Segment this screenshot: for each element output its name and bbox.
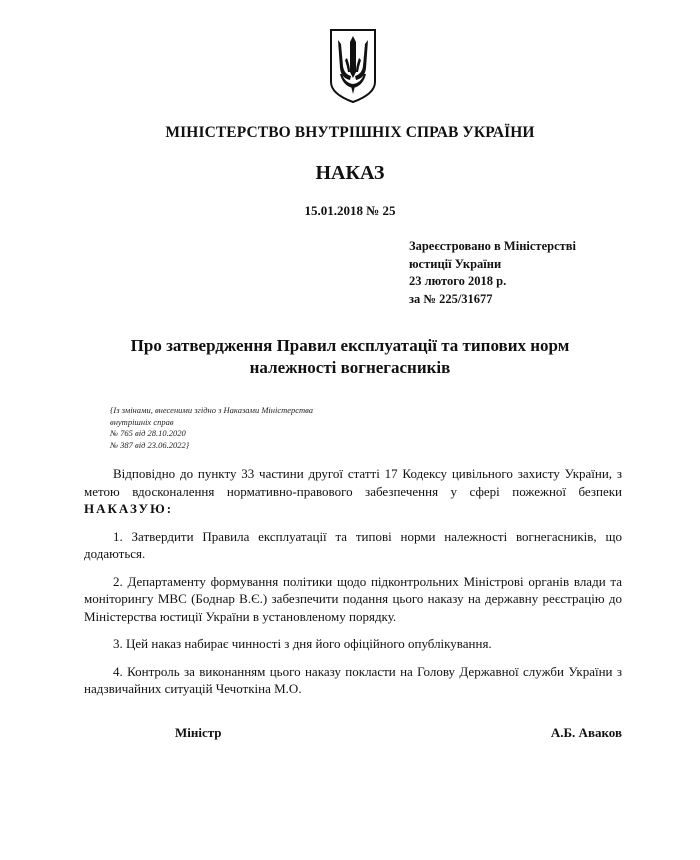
order-item-1: 1. Затвердити Правила експлуатації та типові норми належності вогнегасників, що додаються. xyxy=(84,528,622,561)
ministry-name: МІНІСТЕРСТВО ВНУТРІШНІХ СПРАВ УКРАЇНИ xyxy=(165,124,535,141)
document-type: НАКАЗ xyxy=(315,162,385,184)
registration-date: 23 лютого 2018 р. xyxy=(409,274,507,288)
signatory-position: Міністр xyxy=(175,725,222,740)
order-item-2: 2. Департаменту формування політики щодо підконтрольних Міністрові органів влади та моніторингу МВС (Боднар В.Є.) забезпечити подання цього наказу на державну реєстрацію до Міністерства юстиції України в установленому порядку. xyxy=(84,573,622,624)
amendments-line: внутрішніх справ xyxy=(110,416,174,427)
order-item-4: 4. Контроль за виконанням цього наказу покласти на Голову Державної служби України з надзвичайних ситуацій Чечоткіна М.О. xyxy=(84,663,622,696)
intro-paragraph xyxy=(84,465,622,518)
amendments-line: {Із змінами, внесеними згідно з Наказами Міністерства xyxy=(110,405,314,415)
title-line: належності вогнегасників xyxy=(249,358,451,377)
registration-number: за № 225/31677 xyxy=(409,291,493,306)
intro-text: Відповідно до пункту 33 частини другої статті 17 Кодексу цивільного захисту України, з метою вдосконалення нормативно-правового забезпечення у сфері пожежної безпеки xyxy=(84,466,622,499)
amendment-link[interactable]: № 765 від 28.10.2020 xyxy=(110,428,186,438)
title-line: Про затвердження Правил експлуатації та типових норм xyxy=(130,336,570,355)
signatory-name: А.Б. Аваков xyxy=(550,725,622,740)
order-item-3: 3. Цей наказ набирає чинності з дня його офіційного опублікування. xyxy=(113,636,492,651)
registration-block xyxy=(409,238,576,308)
trident-coat-of-arms-icon xyxy=(329,28,377,104)
document-title xyxy=(0,335,700,379)
amendments-note xyxy=(110,405,313,451)
registration-line: юстиції України xyxy=(409,256,502,271)
registration-line: Зареєстровано в Міністерстві xyxy=(409,239,576,253)
document-body xyxy=(84,465,622,708)
nakazuyu-keyword: НАКАЗУЮ: xyxy=(84,501,174,516)
document-date-number: 15.01.2018 № 25 xyxy=(304,203,396,218)
amendment-link[interactable]: № 387 від 23.06.2022} xyxy=(110,439,190,450)
